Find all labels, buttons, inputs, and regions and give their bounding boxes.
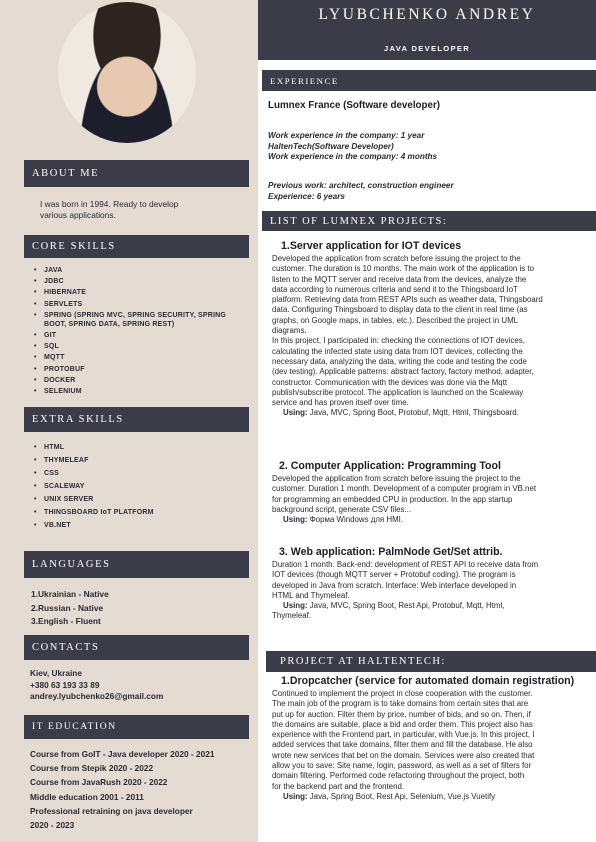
list-item: • HIBERNATE	[34, 288, 226, 297]
list-item: • SCALEWAY	[34, 482, 154, 491]
header-bar	[258, 0, 596, 60]
project-description: Developed the application from scratch before issuing the project to the customer. The duration is 10 months. The main work of the application is to listen to the MQTT server and receive data from the devices, analyze the data according to numerous criteria and send it to the Thingsboard IoT platform. Retrieving data from REST APIs such as weather data, Thingsboard data. Configuring Thingsboard to display data to the client in real time (as graphs, on Google maps, in tables, etc.). Described the project in UML diagrams. In this project, I participated in: checking the connections of IOT devices, calculating the infected state using data from IOT devices, collecting the necessary data, analyzing the data, writing the code and testing the code (dev testing). Applicable patterns: abstract factory, factory method, adapter, constructor. Communication with the devices was done via the Mqtt publish/subscribe protocol. The application is launched on the Scaleway service and has proven itself over time. Using: Java, MVC, Spring Boot, Protobuf, Mqtt, Html, Thingsboard.	[272, 254, 584, 419]
list-item: • SERVLETS	[34, 300, 226, 309]
list-item: • MQTT	[34, 353, 226, 362]
previous-experience: Previous work: architect, construction engineer Experience: 6 years	[268, 181, 454, 201]
list-item: • THYMELEAF	[34, 456, 154, 465]
list-item: • JAVA	[34, 266, 226, 275]
project-title: 1.Dropcatcher (service for automated domain registration)	[281, 675, 575, 687]
extra-skills-list	[34, 443, 154, 534]
list-item: • PROTOBUF	[34, 365, 226, 374]
contact-city: Kiev, Ukraine	[30, 668, 82, 678]
project-description: Duration 1 month. Back-end: development of REST API to receive data from IOT devices (though MQTT server + Protobuf coding). The program is developed in Java from scratch. Interface: Web interface developed in HTML and Thymeleaf. Using: Java, MVC, Spring Boot, Rest Api, Protobuf, Mqtt, Html, Thymeleaf.	[272, 560, 584, 622]
spring-continuation: BOOT, SPRING DATA, SPRING REST)	[44, 320, 175, 328]
lumnex-projects-heading: LIST OF LUMNEX PROJECTS:	[262, 211, 596, 231]
education-item: Course from GoIT - Java developer 2020 - 2021	[30, 749, 215, 759]
list-item: 3.English - Fluent	[31, 616, 101, 626]
list-item: • CSS	[34, 469, 154, 478]
list-item: • HTML	[34, 443, 154, 452]
experience-company: Lumnex France (Software developer)	[268, 100, 441, 111]
list-item: • UNIX SERVER	[34, 495, 154, 504]
project-description: Continued to implement the project in close cooperation with the customer. The main job of the program is to take domains from certain sites that are put up for auction. Filter them by price, number of bids, and so on. Then, if the domains are suitable, place a bid and order them. This project also has experience with the Frontend part, in particular, with Vue.js. In this project, I added services that take domains, filter them and fill the database. He also wrote new services that bet on the domain. Services were also created that allow you to save: Site name, login, password, as well as a set of filters for domain filtering. Performed code refactoring throughout the project, both for the backend part and the frontend. Using: Java, Spring Boot, Rest Api, Selenium, Vue.js Vuetify	[272, 689, 584, 802]
project-description: Developed the application from scratch before issuing the project to the customer. Duration 1 month. Development of a computer program in VB.net for programming an embedded CPU in production. In the app startup background script, generate CSV files... Using: Форма Windows для HMI.	[272, 474, 584, 525]
profile-photo	[58, 2, 196, 143]
list-item: • GIT	[34, 331, 226, 340]
project-using: Using: Форма Windows для HMI.	[283, 515, 404, 525]
contacts-block	[30, 668, 163, 703]
contacts-heading: CONTACTS	[24, 635, 249, 660]
core-skills-list	[34, 266, 226, 398]
about-heading: ABOUT ME	[24, 160, 249, 187]
project-using: Using: Java, MVC, Spring Boot, Rest Api, Protobuf, Mqtt, Html,	[283, 601, 505, 611]
education-item: Middle education 2001 - 2011	[30, 791, 144, 802]
haltentech-heading: PROJECT AT HALTENTECH:	[266, 651, 596, 672]
contact-phone: +380 63 193 33 89	[30, 679, 100, 690]
project-title: 3. Web application: PalmNode Get/Set attrib.	[279, 546, 503, 558]
education-heading: IT EDUCATION	[24, 715, 249, 739]
list-item: • JDBC	[34, 277, 226, 286]
contact-email: andrey.lyubchenko26@gmail.com	[30, 691, 164, 701]
education-item: Professional retraining on java developer	[30, 805, 193, 816]
project-using: Using: Java, MVC, Spring Boot, Protobuf, Mqtt, Html, Thingsboard.	[283, 408, 519, 418]
education-item: Course from JavaRush 2020 - 2022	[30, 777, 168, 788]
project-using: Using: Java, Spring Boot, Rest Api, Selenium, Vue.js Vuetify	[283, 791, 496, 801]
languages-list	[31, 588, 109, 629]
list-item: 1.Ukrainian - Native	[31, 589, 109, 599]
list-item: • THINGSBOARD IoT PLATFORM	[34, 508, 154, 517]
project-title: 1.Server application for IOT devices	[281, 240, 462, 252]
languages-heading: LANGUAGES	[24, 551, 249, 578]
list-item: • VB.NET	[34, 521, 154, 530]
extra-skills-heading: EXTRA SKILLS	[24, 407, 249, 432]
project-title: 2. Computer Application: Programming Tool	[279, 460, 501, 472]
list-item: • SELENIUM	[34, 387, 226, 396]
list-item: 2.Russian - Native	[31, 602, 104, 613]
list-item: • DOCKER	[34, 376, 226, 385]
about-line-1: I was born in 1994. Ready to develop	[40, 199, 179, 209]
about-line-2: various applications.	[40, 210, 116, 220]
education-block	[30, 747, 214, 832]
education-item: Course from Stepik 2020 - 2022	[30, 763, 154, 774]
core-skills-heading: CORE SKILLS	[24, 235, 249, 258]
experience-details: Work experience in the company: 1 year HaltenTech(Software Developer) Work experience in the company: 4 months	[268, 131, 438, 162]
list-item: • SQL	[34, 342, 226, 351]
experience-heading: EXPERIENCE	[262, 70, 596, 91]
candidate-role: JAVA DEVELOPER	[384, 44, 470, 53]
candidate-name: LYUBCHENKO ANDREY	[318, 6, 536, 23]
education-item: 2020 - 2023	[30, 820, 75, 831]
list-item: • SPRING (SPRING MVC, SPRING SECURITY, SPRING BOOT, SPRING DATA, SPRING REST)	[34, 311, 226, 329]
